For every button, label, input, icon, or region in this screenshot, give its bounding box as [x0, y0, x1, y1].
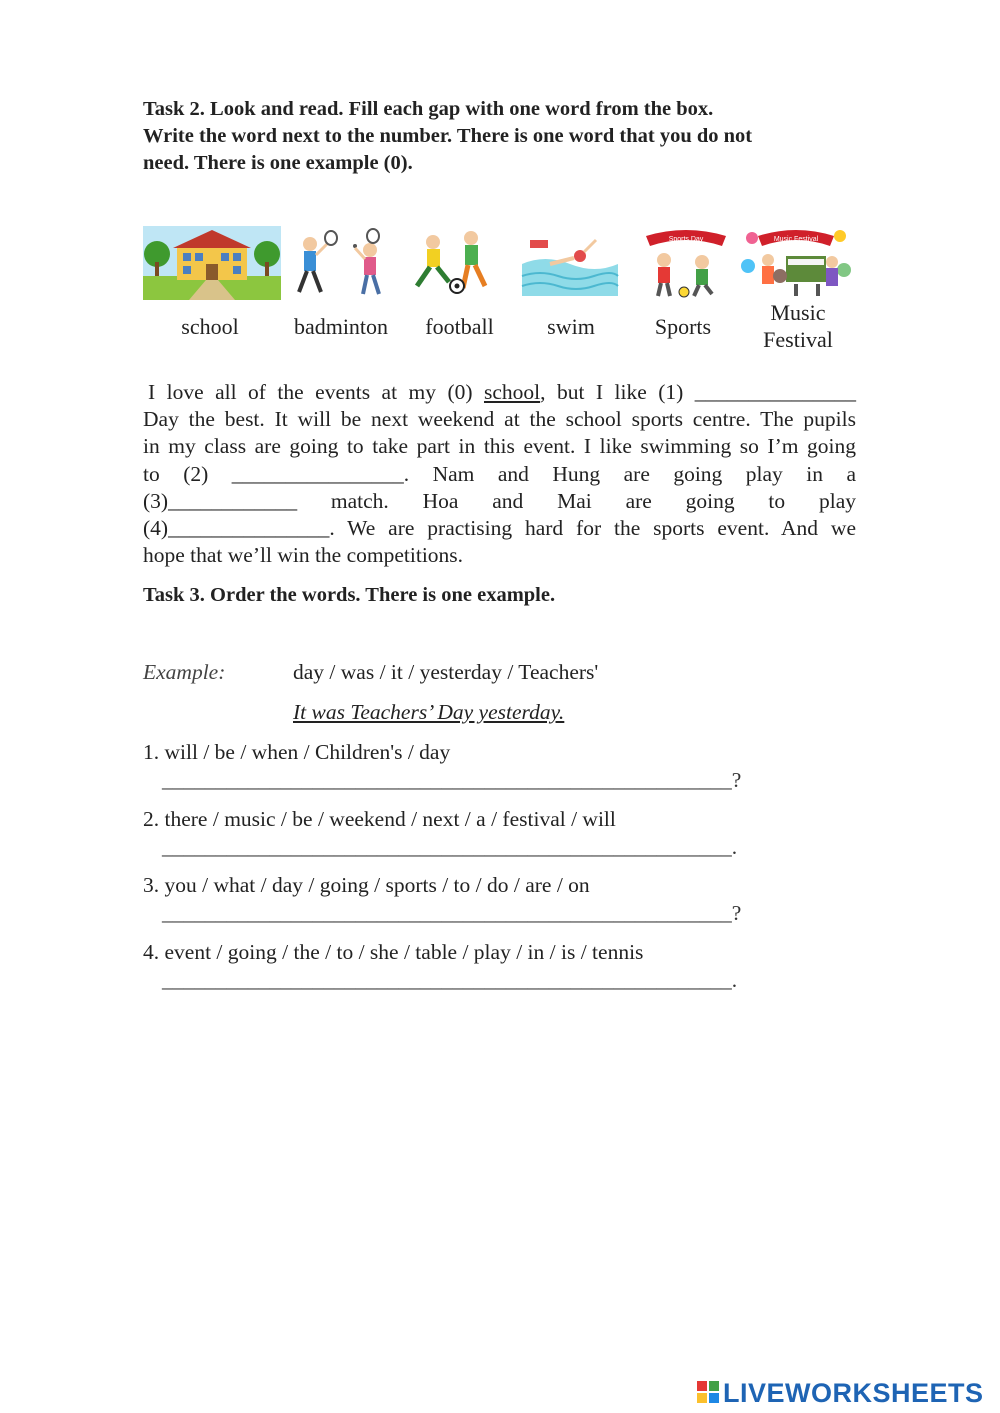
example-words: day / was / it / yesterday / Teachers'	[293, 660, 599, 684]
answer-blank-3[interactable]: _____________________________________________________?	[162, 901, 742, 925]
item-3: 3. you / what / day / going / sports / to / do / are / on	[143, 873, 590, 897]
word-label-football: football	[425, 314, 494, 339]
football-picture	[405, 226, 500, 300]
badminton-picture	[285, 226, 395, 300]
answer-blank-1[interactable]: _____________________________________________________?	[162, 768, 742, 792]
paragraph-line-5: (3)____________ match. Hoa and Mai are going to play	[143, 488, 856, 513]
task3-heading: Task 3. Order the words. There is one example.	[143, 584, 556, 606]
paragraph-line-2: Day the best. It will be next weekend at the school sports centre. The pupils	[143, 407, 856, 432]
liveworksheets-logo-icon	[697, 1381, 719, 1405]
item-2: 2. there / music / be / weekend / next / a / festival / will	[143, 807, 616, 831]
paragraph-line-4: to (2) ________________. Nam and Hung are going play in a	[143, 461, 856, 486]
item-1: 1. will / be / when / Children's / day	[143, 740, 451, 764]
music-festival-banner-text: Music Festival	[773, 236, 819, 243]
sports-day-picture	[640, 226, 732, 300]
word-label-school: school	[181, 314, 239, 339]
word-label-music-festival: Music Festival	[763, 300, 833, 352]
word-label-sports: Sports	[654, 314, 712, 339]
item-4: 4. event / going / the / to / she / table / play / in / is / tennis	[143, 940, 644, 964]
fill-gap-paragraph	[143, 379, 856, 569]
answer-blank-2[interactable]: _____________________________________________________.	[162, 835, 738, 859]
task2-heading: Task 2. Look and read. Fill each gap with one word from the box. Write the word next to the number. There is one word that you do not need. There is one example (0).	[143, 98, 753, 174]
paragraph-line-7: hope that we’ll win the competitions.	[143, 543, 464, 568]
paragraph-line-1: I love all of the events at my (0) school, but I like (1) _______________	[148, 380, 856, 404]
answer-blank-4[interactable]: _____________________________________________________.	[162, 968, 738, 992]
liveworksheets-logo-text: LIVEWORKSHEETS	[723, 1378, 984, 1408]
liveworksheets-logo	[697, 1380, 984, 1406]
paragraph-line-6: (4)_______________. We are practising hard for the sports event. And we	[143, 516, 856, 541]
example-answer: It was Teachers’ Day yesterday.	[293, 700, 565, 724]
example-word: school	[483, 380, 541, 404]
word-label-badminton: badminton	[293, 314, 389, 339]
swim-picture	[520, 226, 620, 300]
paragraph-line-3: in my class are going to take part in this event. I like swimming so I’m going	[143, 434, 856, 459]
music-festival-picture	[740, 226, 852, 300]
example-label: Example:	[143, 660, 226, 684]
word-label-swim: swim	[547, 314, 595, 339]
school-picture	[143, 226, 281, 300]
sports-day-banner-text: Sports Day	[668, 236, 704, 243]
